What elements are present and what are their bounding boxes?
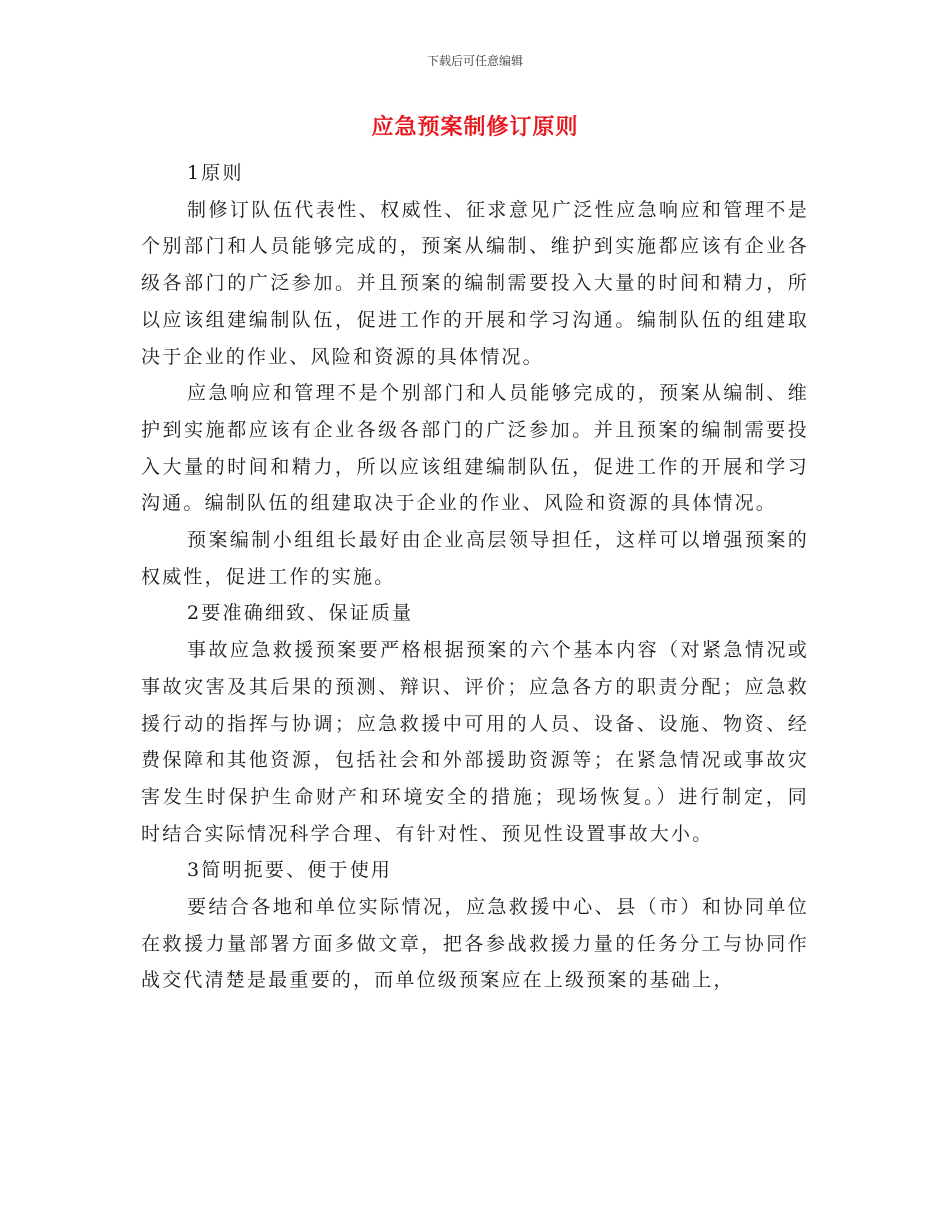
section-1-paragraph-2: 应急响应和管理不是个别部门和人员能够完成的，预案从编制、维护到实施都应该有企业各级各部门的广泛参加。并且预案的编制需要投入大量的时间和精力，所以应该组建编制队伍，促进工作的开展和学习沟通。编制队伍的组建取决于企业的作业、风险和资源的具体情况。 — [141, 382, 809, 515]
header-note: 下载后可任意编辑 — [426, 54, 523, 68]
section-1-paragraph-1: 制修订队伍代表性、权威性、征求意见广泛性应急响应和管理不是个别部门和人员能够完成的，预案从编制、维护到实施都应该有企业各级各部门的广泛参加。并且预案的编制需要投入大量的时间和精力，所以应该组建编制队伍，促进工作的开展和学习沟通。编制队伍的组建取决于企业的作业、风险和资源的具体情况。 — [141, 198, 809, 368]
section-2-heading: 2要准确细致、保证质量 — [187, 602, 414, 625]
document-title: 应急预案制修订原则 — [371, 115, 579, 140]
section-2-paragraph-1: 事故应急救援预案要严格根据预案的六个基本内容（对紧急情况或事故灾害及其后果的预测、辩识、评价；应急各方的职责分配；应急救援行动的指挥与协调；应急救援中可用的人员、设备、设施、物资、经费保障和其他资源，包括社会和外部援助资源等；在紧急情况或事故灾害发生时保护生命财产和环境安全的措施；现场恢复。）进行制定，同时结合实际情况科学合理、有针对性、预见性设置事故大小。 — [141, 639, 809, 845]
section-3-paragraph-1: 要结合各地和单位实际情况，应急救援中心、县（市）和协同单位在救援力量部署方面多做文章，把各参战救援力量的任务分工与协同作战交代清楚是最重要的，而单位级预案应在上级预案的基础上， — [141, 896, 809, 992]
section-1-heading: 1原则 — [187, 162, 244, 184]
section-3-heading: 3简明扼要、便于使用 — [187, 859, 393, 882]
section-1-paragraph-3: 预案编制小组组长最好由企业高层领导担任，这样可以增强预案的权威性，促进工作的实施。 — [141, 529, 809, 588]
document-body — [141, 155, 809, 999]
